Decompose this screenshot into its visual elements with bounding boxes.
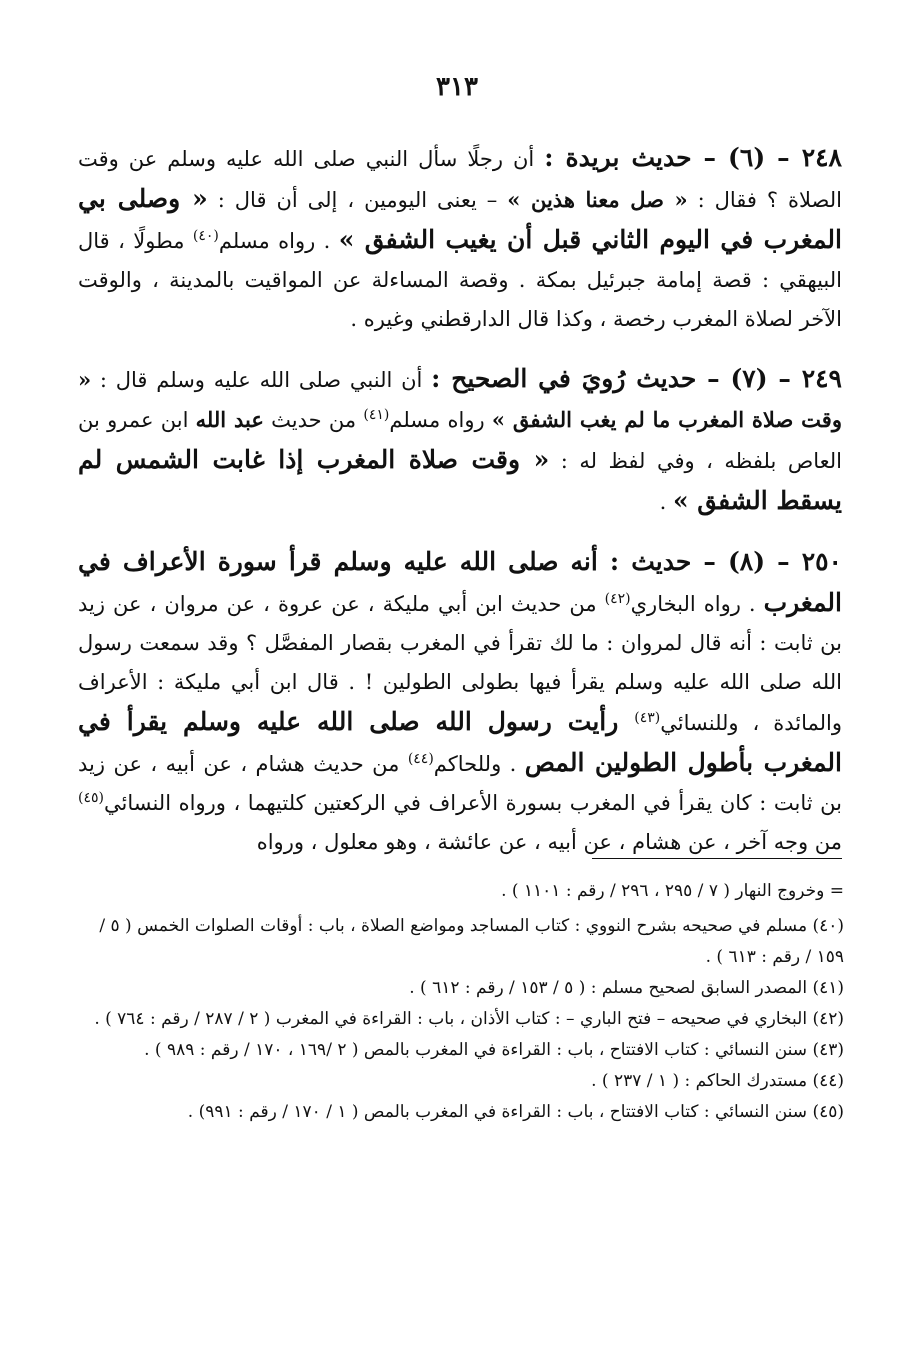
footnote-continuation: = وخروج النهار ( ٧ / ٢٩٥ ، ٢٩٦ / رقم : ١١٠١ ) . [501, 881, 844, 901]
footnote-ref-45: (٤٥) [78, 790, 104, 806]
hadith-249-name: عبد الله [195, 407, 264, 432]
hadith-249-text-1: أن النبي صلى الله عليه وسلم قال : [91, 368, 432, 392]
hadith-250-text-5: من وجه آخر ، عن هشام ، عن أبيه ، عن عائشة ، وهو معلول ، ورواه [256, 830, 842, 854]
footnote-42: (٤٢) البخاري في صحيحه – فتح الباري – : كتاب الأذان ، باب : القراءة في المغرب ( ٢ / ٢٨٧ / رقم : ٧٦٤ ) . [94, 1009, 844, 1029]
hadith-249-heading: ٢٤٩ – (٧) – حديث رُويَ في الصحيح : [431, 364, 842, 393]
hadith-249-text-4: ابن عمرو بن العاص بلفظه ، وفي لفظ له : [78, 408, 842, 473]
hadith-250 [78, 542, 842, 862]
footnote-41: (٤١) المصدر السابق لصحيح مسلم : ( ٥ / ١٥٣ / رقم : ٦١٢ ) . [409, 978, 844, 998]
footnote-separator [592, 858, 842, 859]
hadith-248-text-4: مطولًا ، قال البيهقي : قصة إمامة جبرئيل بمكة . وقصة المساءلة عن المواقيت بالمدينة ، والوقت الآخر لصلاة المغرب رخصة ، وكذا قال الدارقطني وغيره . [78, 229, 842, 331]
main-text [78, 138, 842, 862]
footnote-44: (٤٤) مستدرك الحاكم : ( ١ / ٢٣٧ ) . [591, 1071, 844, 1091]
hadith-248-heading: ٢٤٨ – (٦) – حديث بريدة : [544, 143, 842, 172]
hadith-250-text-3: . وللحاكم [433, 752, 525, 776]
hadith-249-quote-1: « وقت صلاة المغرب ما لم يغب الشفق » [78, 367, 842, 432]
hadith-250-quote-1: رأيت رسول الله صلى الله عليه وسلم يقرأ في المغرب بأطول الطولين المص [78, 707, 843, 777]
hadith-248-quote-1: « صل معنا هذين » [507, 187, 688, 212]
page-number: ٣١٣ [436, 72, 478, 102]
hadith-248-text-3: . رواه مسلم [218, 229, 339, 253]
hadith-250-heading: ٢٥٠ – (٨) – حديث : أنه صلى الله عليه وسلم قرأ سورة الأعراف في المغرب [78, 547, 842, 617]
footnote-43: (٤٣) سنن النسائي : كتاب الافتتاح ، باب : القراءة في المغرب بالمص ( ٢ /١٦٩ ، ١٧٠ / رقم : ٩٨٩ ) . [144, 1040, 844, 1060]
footnote-ref-43: (٤٣) [634, 710, 661, 726]
hadith-249-text-5: . [659, 490, 673, 514]
hadith-248-quote-2: « وصلى بي المغرب في اليوم الثاني قبل أن يغيب الشفق » [78, 184, 842, 254]
hadith-249 [78, 359, 842, 522]
hadith-249-text-2: رواه مسلم [389, 408, 492, 432]
hadith-248-text-2: – يعنى اليومين ، إلى أن قال : [207, 188, 508, 212]
hadith-250-text-1: . رواه البخاري [630, 592, 764, 616]
hadith-249-text-3: من حديث [263, 408, 364, 432]
footnote-ref-40: (٤٠) [192, 228, 219, 244]
hadith-249-quote-2: « وقت صلاة المغرب إذا غابت الشمس لم يسقط الشفق » [78, 445, 842, 515]
footnotes [92, 876, 844, 1128]
hadith-248-text-1: أن رجلًا سأل النبي صلى الله عليه وسلم عن وقت الصلاة ؟ فقال : [78, 147, 842, 212]
footnote-ref-41: (٤١) [363, 407, 390, 423]
hadith-250-text-4: من حديث هشام ، عن أبيه ، عن زيد بن ثابت : كان يقرأ في المغرب بسورة الأعراف في الركعتين كلتيهما ، ورواه النسائي [78, 752, 842, 815]
footnote-40: (٤٠) مسلم في صحيحه بشرح النووي : كتاب المساجد ومواضع الصلاة ، باب : أوقات الصلوات الخمس ( ٥ / ١٥٩ / رقم : ٦١٣ ) . [99, 916, 844, 967]
hadith-250-text-2: من حديث ابن أبي مليكة ، عن عروة ، عن مروان ، عن زيد بن ثابت : أنه قال لمروان : ما لك تقرأ في المغرب بقصار المفصَّل ؟ وقد سمعت رسول الله صلى الله عليه وسلم يقرأ فيها بطولى الطولين ! . قال ابن أبي مليكة : الأعراف والمائدة ، وللنسائي [78, 592, 842, 735]
footnote-ref-42: (٤٢) [604, 591, 631, 607]
footnote-45: (٤٥) سنن النسائي : كتاب الافتتاح ، باب : القراءة في المغرب بالمص ( ١ / ١٧٠ / رقم : ٩٩١) . [187, 1102, 844, 1122]
footnote-ref-44: (٤٤) [407, 751, 434, 767]
hadith-248 [78, 138, 842, 339]
